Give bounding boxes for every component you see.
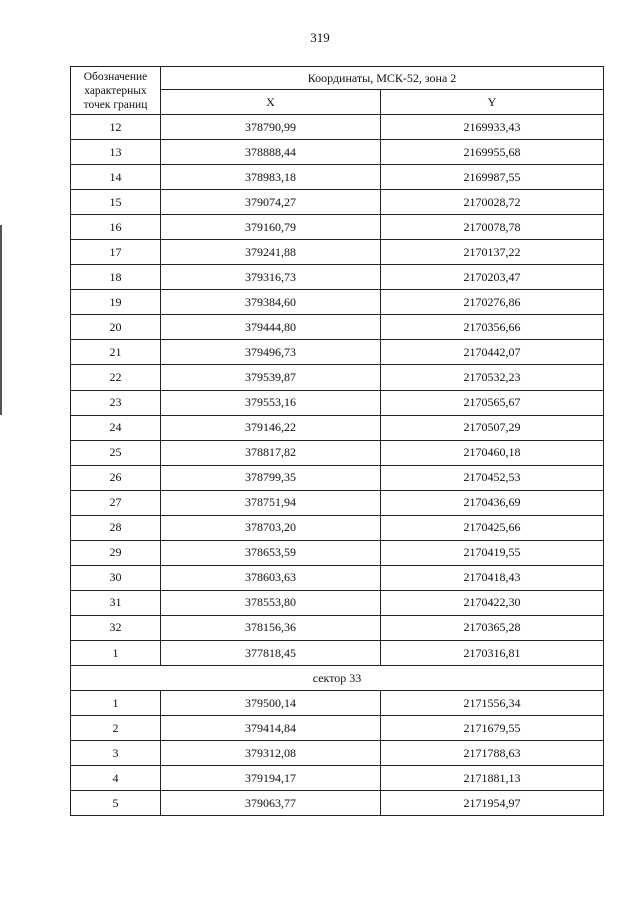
y-coordinate-cell: 2170078,78	[381, 215, 604, 240]
y-coordinate-cell: 2170507,29	[381, 415, 604, 440]
point-number-cell: 32	[71, 615, 161, 640]
table-row	[71, 540, 604, 565]
x-coordinate-cell: 379496,73	[161, 340, 381, 365]
y-coordinate-cell: 2171679,55	[381, 716, 604, 741]
table-row	[71, 440, 604, 465]
table-row	[71, 565, 604, 590]
y-coordinate-cell: 2169987,55	[381, 165, 604, 190]
table-row	[71, 691, 604, 716]
point-number-cell: 16	[71, 215, 161, 240]
point-number-cell: 3	[71, 741, 161, 766]
x-coordinate-cell: 379414,84	[161, 716, 381, 741]
point-number-cell: 31	[71, 590, 161, 615]
point-number-cell: 2	[71, 716, 161, 741]
x-coordinate-cell: 379063,77	[161, 791, 381, 816]
table-row	[71, 165, 604, 190]
y-coordinate-cell: 2170442,07	[381, 340, 604, 365]
x-coordinate-cell: 379074,27	[161, 190, 381, 215]
table-row	[71, 340, 604, 365]
y-coordinate-cell: 2170419,55	[381, 540, 604, 565]
point-number-cell: 12	[71, 115, 161, 140]
table-row	[71, 716, 604, 741]
x-coordinate-cell: 379444,80	[161, 315, 381, 340]
table-row	[71, 766, 604, 791]
x-coordinate-cell: 378553,80	[161, 590, 381, 615]
y-coordinate-cell: 2170356,66	[381, 315, 604, 340]
x-coordinate-cell: 379194,17	[161, 766, 381, 791]
x-coordinate-cell: 379500,14	[161, 691, 381, 716]
table-row	[71, 415, 604, 440]
y-coordinate-cell: 2171954,97	[381, 791, 604, 816]
table-row	[71, 515, 604, 540]
x-coordinate-cell: 378703,20	[161, 515, 381, 540]
y-coordinate-cell: 2170316,81	[381, 640, 604, 665]
x-coordinate-cell: 379384,60	[161, 290, 381, 315]
y-coordinate-cell: 2170365,28	[381, 615, 604, 640]
point-number-cell: 21	[71, 340, 161, 365]
point-number-cell: 4	[71, 766, 161, 791]
x-coordinate-cell: 378799,35	[161, 465, 381, 490]
point-number-cell: 15	[71, 190, 161, 215]
table-row	[71, 140, 604, 165]
y-column-header: Y	[381, 90, 604, 115]
table-row	[71, 791, 604, 816]
point-number-cell: 27	[71, 490, 161, 515]
y-coordinate-cell: 2169933,43	[381, 115, 604, 140]
y-coordinate-cell: 2170418,43	[381, 565, 604, 590]
point-number-cell: 22	[71, 365, 161, 390]
table-row	[71, 615, 604, 640]
y-coordinate-cell: 2170425,66	[381, 515, 604, 540]
x-coordinate-cell: 379241,88	[161, 240, 381, 265]
table-row	[71, 315, 604, 340]
x-coordinate-cell: 378817,82	[161, 440, 381, 465]
x-coordinate-cell: 379146,22	[161, 415, 381, 440]
table-row	[71, 390, 604, 415]
point-number-cell: 1	[71, 640, 161, 665]
x-coordinate-cell: 378603,63	[161, 565, 381, 590]
x-coordinate-cell: 379553,16	[161, 390, 381, 415]
y-coordinate-cell: 2170565,67	[381, 390, 604, 415]
y-coordinate-cell: 2170276,86	[381, 290, 604, 315]
x-coordinate-cell: 378888,44	[161, 140, 381, 165]
table-body-sector	[71, 691, 604, 816]
table-row	[71, 365, 604, 390]
point-number-cell: 13	[71, 140, 161, 165]
sector-label: сектор 33	[71, 666, 604, 691]
table-body-main	[71, 115, 604, 666]
table-row	[71, 265, 604, 290]
point-number-cell: 19	[71, 290, 161, 315]
coordinates-table	[70, 66, 604, 816]
y-coordinate-cell: 2170422,30	[381, 590, 604, 615]
point-number-cell: 29	[71, 540, 161, 565]
x-coordinate-cell: 379160,79	[161, 215, 381, 240]
point-number-cell: 14	[71, 165, 161, 190]
point-number-cell: 20	[71, 315, 161, 340]
coordinates-system-header: Координаты, МСК-52, зона 2	[161, 67, 604, 90]
table-row	[71, 190, 604, 215]
point-number-cell: 23	[71, 390, 161, 415]
table-row	[71, 590, 604, 615]
point-number-cell: 5	[71, 791, 161, 816]
y-coordinate-cell: 2170028,72	[381, 190, 604, 215]
y-coordinate-cell: 2170436,69	[381, 490, 604, 515]
point-number-cell: 28	[71, 515, 161, 540]
x-coordinate-cell: 379539,87	[161, 365, 381, 390]
x-coordinate-cell: 378751,94	[161, 490, 381, 515]
table-row	[71, 490, 604, 515]
y-coordinate-cell: 2171556,34	[381, 691, 604, 716]
x-column-header: X	[161, 90, 381, 115]
table-row	[71, 240, 604, 265]
x-coordinate-cell: 379316,73	[161, 265, 381, 290]
table-row	[71, 215, 604, 240]
x-coordinate-cell: 378790,99	[161, 115, 381, 140]
y-coordinate-cell: 2170203,47	[381, 265, 604, 290]
x-coordinate-cell: 378156,36	[161, 615, 381, 640]
table-row	[71, 741, 604, 766]
point-designation-header: Обозначение характерных точек границ	[71, 67, 161, 115]
y-coordinate-cell: 2170137,22	[381, 240, 604, 265]
page-number: 319	[310, 30, 330, 45]
point-number-cell: 24	[71, 415, 161, 440]
point-number-cell: 25	[71, 440, 161, 465]
table-row	[71, 290, 604, 315]
y-coordinate-cell: 2170452,53	[381, 465, 604, 490]
y-coordinate-cell: 2170460,18	[381, 440, 604, 465]
y-coordinate-cell: 2171788,63	[381, 741, 604, 766]
point-number-cell: 1	[71, 691, 161, 716]
table-row	[71, 465, 604, 490]
y-coordinate-cell: 2170532,23	[381, 365, 604, 390]
y-coordinate-cell: 2169955,68	[381, 140, 604, 165]
x-coordinate-cell: 377818,45	[161, 640, 381, 665]
table-row	[71, 115, 604, 140]
x-coordinate-cell: 379312,08	[161, 741, 381, 766]
y-coordinate-cell: 2171881,13	[381, 766, 604, 791]
point-number-cell: 18	[71, 265, 161, 290]
point-number-cell: 17	[71, 240, 161, 265]
point-number-cell: 26	[71, 465, 161, 490]
x-coordinate-cell: 378983,18	[161, 165, 381, 190]
table-row	[71, 640, 604, 665]
x-coordinate-cell: 378653,59	[161, 540, 381, 565]
scan-edge-mark	[0, 225, 2, 415]
point-number-cell: 30	[71, 565, 161, 590]
